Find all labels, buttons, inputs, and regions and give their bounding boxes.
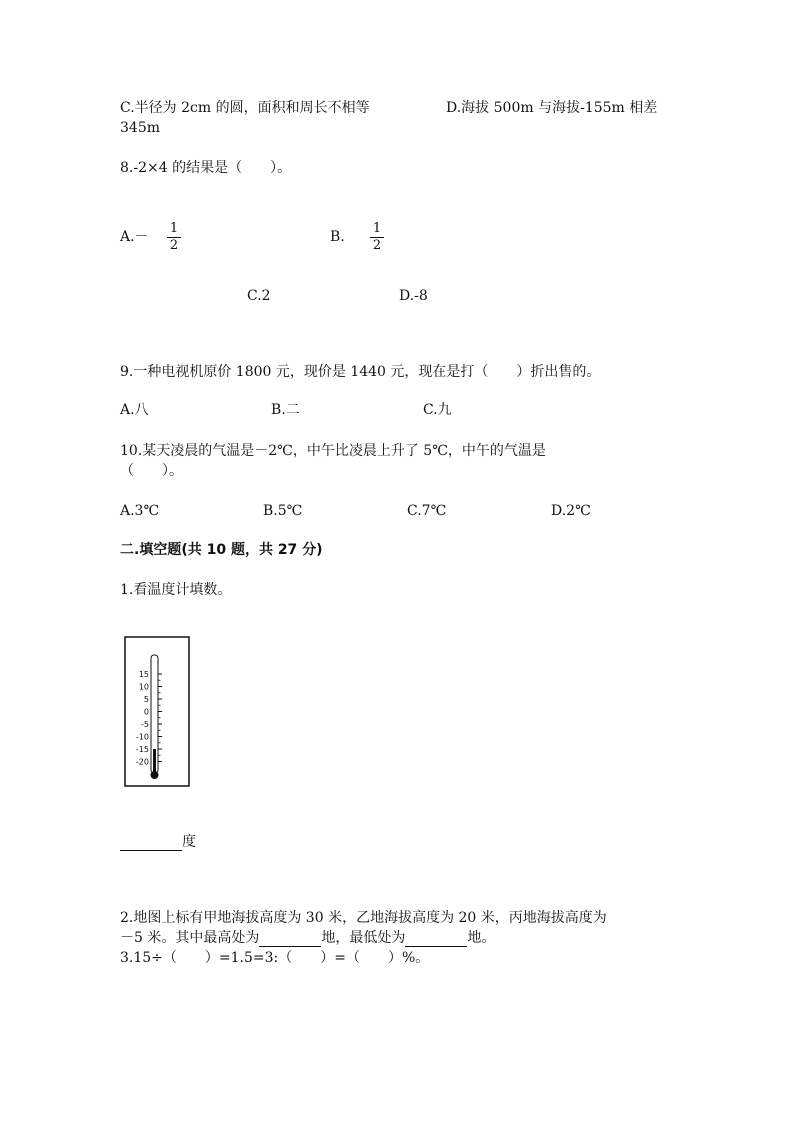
q8-option-b-fraction bbox=[370, 222, 384, 253]
unit-degree: 度 bbox=[182, 834, 196, 850]
option-d-prev: D.海拔 500m 与海拔-155m 相差 bbox=[446, 100, 658, 116]
fraction-denominator: 2 bbox=[372, 238, 382, 253]
thermometer-tick-label: -5 bbox=[141, 720, 149, 729]
thermometer-figure bbox=[124, 636, 190, 787]
q8-option-b-label: B. bbox=[330, 229, 345, 245]
answer-blank[interactable] bbox=[120, 836, 182, 851]
thermometer-tick-label: 15 bbox=[138, 670, 149, 679]
fraction-numerator: 1 bbox=[169, 221, 179, 236]
question-8-stem: 8.-2×4 的结果是（ ）。 bbox=[120, 160, 292, 176]
option-d-prev-cont: 345m bbox=[120, 120, 160, 136]
q10-option-b: B.5℃ bbox=[263, 503, 303, 519]
question-10-stem: 10.某天凌晨的气温是－2℃，中午比凌晨上升了 5℃，中午的气温是 bbox=[120, 443, 546, 459]
fill-2-text-c: 地。 bbox=[467, 930, 496, 946]
q8-option-a-label: A.－ bbox=[120, 229, 149, 245]
fill-2-line2 bbox=[120, 929, 495, 947]
fill-1-answer bbox=[120, 833, 196, 851]
thermometer-tick-label: 5 bbox=[143, 695, 149, 704]
thermometer-mercury bbox=[153, 749, 156, 773]
thermometer-tick-label: -20 bbox=[135, 757, 149, 767]
q10-option-c: C.7℃ bbox=[407, 503, 447, 519]
q9-option-c: C.九 bbox=[423, 402, 452, 418]
thermometer-tick-label: -15 bbox=[135, 745, 149, 754]
lowest-place-blank[interactable] bbox=[405, 932, 467, 947]
q10-option-d: D.2℃ bbox=[551, 503, 591, 519]
question-10-stem-cont: （ ）。 bbox=[120, 463, 183, 479]
q8-option-d: D.-8 bbox=[399, 288, 428, 304]
option-c-prev: C.半径为 2cm 的圆，面积和周长不相等 bbox=[120, 100, 370, 116]
fill-2-text-a: －5 米。其中最高处为 bbox=[120, 930, 260, 946]
fill-1-stem: 1.看温度计填数。 bbox=[120, 582, 232, 598]
thermometer-bulb bbox=[151, 771, 159, 779]
fraction-numerator: 1 bbox=[372, 221, 382, 236]
highest-place-blank[interactable] bbox=[259, 932, 321, 947]
thermometer-tick-label: 0 bbox=[143, 707, 149, 717]
thermometer-tick-label: 10 bbox=[138, 682, 149, 692]
fill-3-text: 3.15÷（ ）=1.5=3:（ ）=（ ）%。 bbox=[120, 950, 430, 966]
q8-option-c: C.2 bbox=[247, 288, 271, 304]
fill-2-line1: 2.地图上标有甲地海拔高度为 30 米，乙地海拔高度为 20 米，丙地海拔高度为 bbox=[120, 910, 607, 926]
fraction-denominator: 2 bbox=[169, 238, 179, 253]
q9-option-a: A.八 bbox=[120, 402, 149, 418]
thermometer-tick-label: -10 bbox=[135, 732, 149, 742]
section-2-title: 二.填空题(共 10 题，共 27 分) bbox=[120, 542, 323, 558]
q10-option-a: A.3℃ bbox=[120, 503, 160, 519]
q9-option-b: B.二 bbox=[271, 402, 300, 418]
question-9-stem: 9.一种电视机原价 1800 元，现价是 1440 元，现在是打（ ）折出售的。 bbox=[120, 364, 601, 380]
fill-2-text-b: 地，最低处为 bbox=[321, 930, 406, 946]
q8-option-a-fraction bbox=[167, 222, 181, 253]
